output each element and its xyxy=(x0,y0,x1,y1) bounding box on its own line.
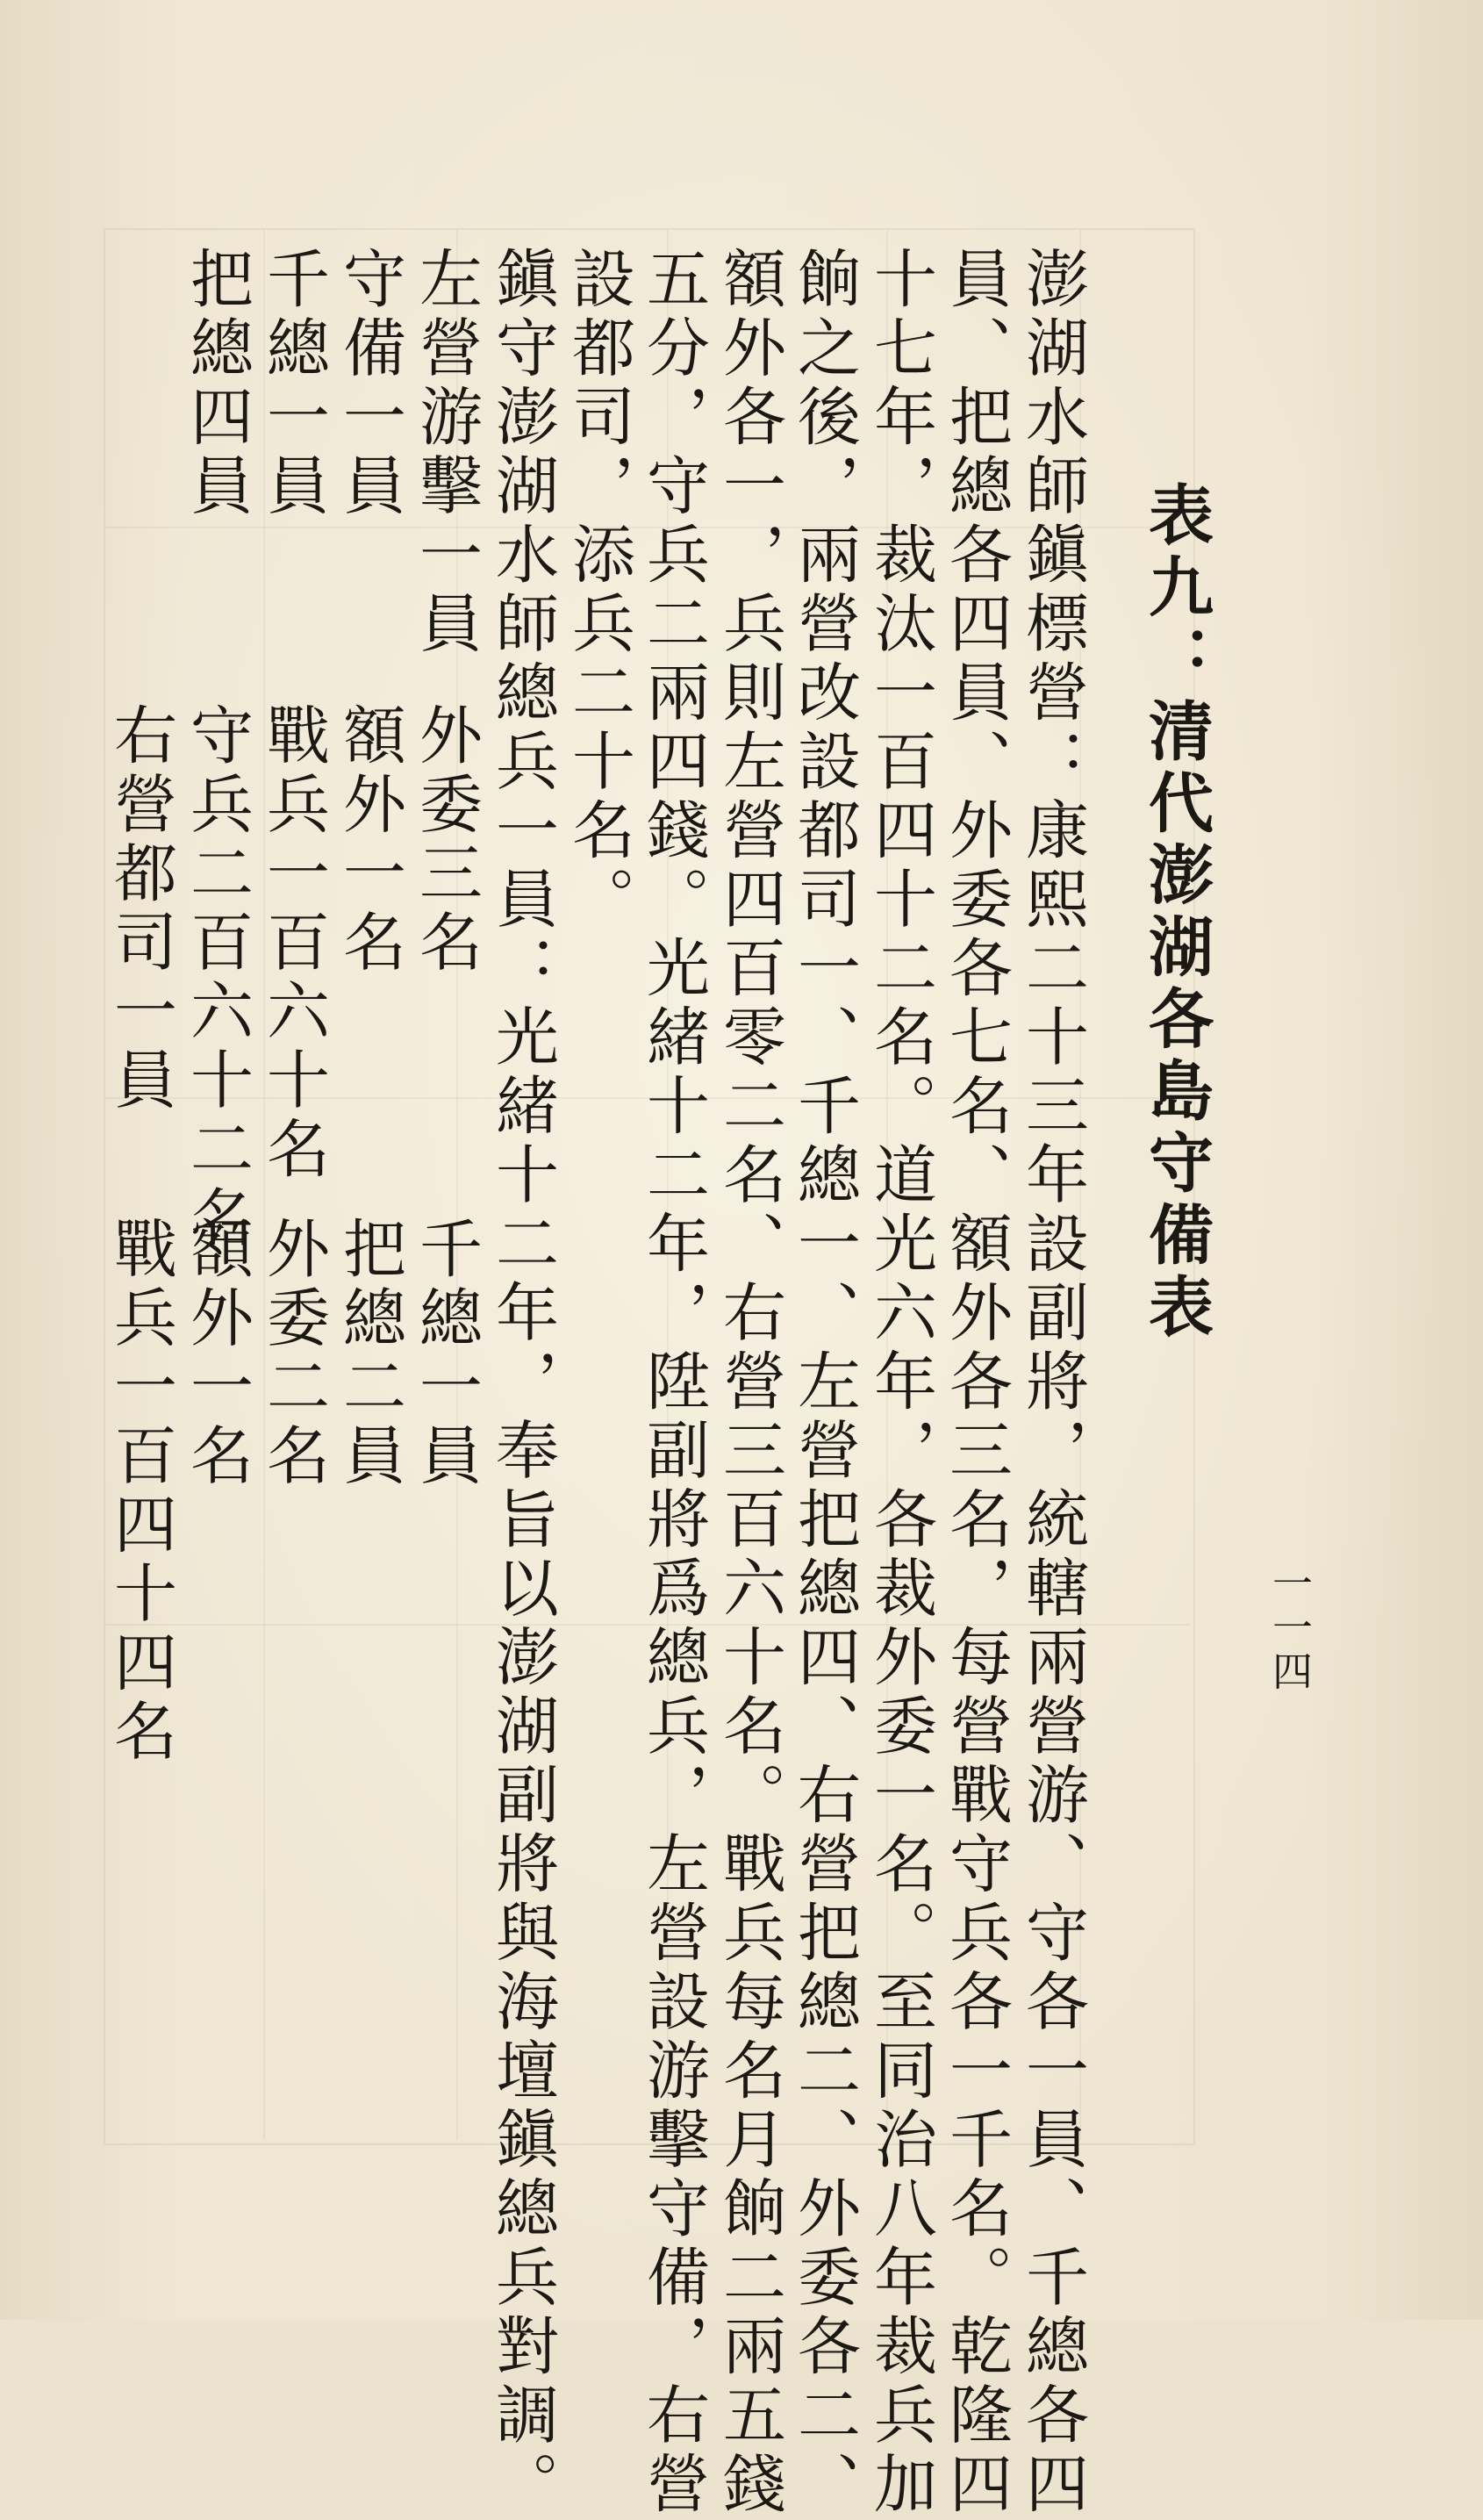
body-column: 員、把總各四員、外委各七名、額外各三名，每營戰守兵各一千名。乾隆四 xyxy=(939,246,1013,2520)
table-cell-middle: 右營都司一員 xyxy=(104,702,177,1116)
table-cell-top: 千總一員 xyxy=(256,246,330,521)
table-cell-bottom: 戰兵一百四十四名 xyxy=(104,1216,177,1767)
body-column: 設都司，添兵二十名。 xyxy=(562,246,635,935)
table-cell-top: 把總四員 xyxy=(180,246,254,521)
body-column: 額外各一，兵則左營四百零二名、右營三百六十名。戰兵每名月餉二兩五錢 xyxy=(713,246,786,2520)
table-cell-bottom: 外委二名 xyxy=(256,1216,330,1491)
table-cell-bottom: 額外一名 xyxy=(180,1216,254,1491)
body-column: 餉之後，兩營改設都司一、千總一、左營把總四、右營把總二、外委各二、 xyxy=(787,246,861,2520)
table-cell-middle: 戰兵一百六十名 xyxy=(256,702,330,1185)
table-cell-middle: 額外一名 xyxy=(333,702,406,978)
page-number: 一一四 xyxy=(1266,1562,1314,1694)
table-cell-middle: 守兵二百六十二名 xyxy=(180,702,254,1253)
body-column: 澎湖水師鎭標營：康熙二十三年設副將，統轄兩營游、守各一員、千總各四 xyxy=(1015,246,1089,2520)
table-cell-top: 守備一員 xyxy=(333,246,406,521)
table-cell-bottom: 把總二員 xyxy=(333,1216,406,1491)
body-column: 十七年，裁汰一百四十二名。道光六年，各裁外委一名。至同治八年裁兵加 xyxy=(863,246,937,2520)
table-cell-top: 左營游擊一員 xyxy=(409,246,483,659)
table-cell-bottom: 千總一員 xyxy=(409,1216,483,1491)
table-title: 表九：清代澎湖各島守備表 xyxy=(1138,481,1214,1345)
body-column: 五分，守兵二兩四錢。光緒十二年，陞副將爲總兵，左營設游擊守備，右營 xyxy=(636,246,710,2520)
body-column: 鎭守澎湖水師總兵一員：光緒十二年，奉旨以澎湖副將與海壇鎭總兵對調。 xyxy=(485,246,559,2520)
table-cell-middle: 外委三名 xyxy=(409,702,483,978)
